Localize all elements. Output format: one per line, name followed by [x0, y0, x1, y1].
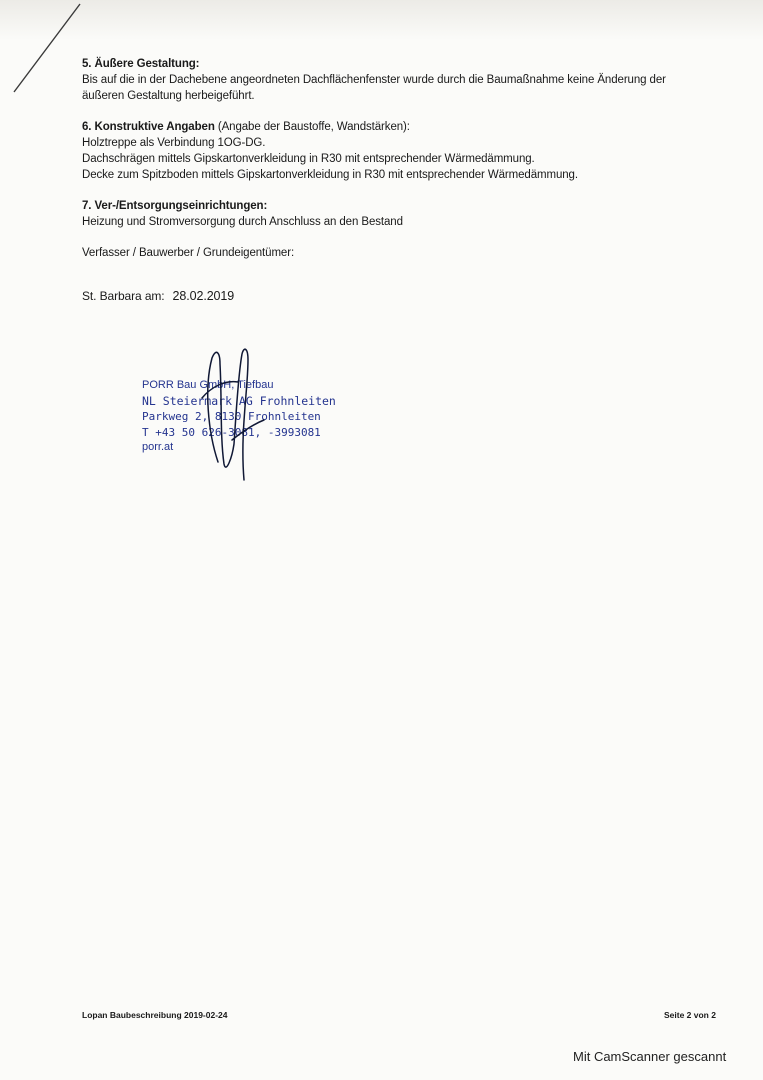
footer-document-name: Lopan Baubeschreibung 2019-02-24: [82, 1010, 228, 1020]
stamp-address: Parkweg 2, 8130 Frohnleiten: [142, 410, 321, 423]
section-text-line: Bis auf die in der Dachebene angeordneten Dachflächenfenster wurde durch die Baumaßnahme keine Änderung der: [82, 74, 666, 86]
camscanner-watermark: Mit CamScanner gescannt: [573, 1049, 727, 1064]
section-exterior-design: [82, 56, 702, 104]
stamp-phone: T +43 50 626-3081, -3993081: [142, 425, 321, 439]
section-text-line: Dachschrägen mittels Gipskartonverkleidung in R30 mit entsprechender Wärmedämmung.: [82, 153, 535, 165]
section-heading: 7. Ver-/Entsorgungseinrichtungen:: [82, 200, 268, 212]
section-heading-suffix: (Angabe der Baustoffe, Wandstärken):: [214, 121, 410, 133]
author-label: Verfasser / Bauwerber / Grundeigentümer:: [82, 247, 295, 259]
scan-corner-line: [0, 0, 90, 100]
section-text-line: äußeren Gestaltung herbeigeführt.: [82, 90, 255, 102]
stamp-branch: NL Steiermark AG Frohnleiten: [142, 393, 336, 408]
section-text-line: Heizung und Stromversorgung durch Anschluss an den Bestand: [82, 216, 403, 228]
section-construction-details: [82, 119, 702, 183]
place-date-value: 28.02.2019: [172, 289, 235, 303]
stamp-web: porr.at: [142, 441, 174, 453]
place-date-line: [82, 288, 702, 304]
stamp-company: PORR Bau GmbH, Tiefbau: [142, 379, 274, 391]
document-body: [82, 56, 702, 304]
footer-page-number: Seite 2 von 2: [664, 1010, 716, 1020]
handwritten-signature: [190, 340, 300, 490]
scan-edge-shadow: [0, 0, 763, 40]
section-heading-row: [82, 119, 702, 135]
section-heading: 6. Konstruktive Angaben: [82, 121, 215, 133]
place-date-label: St. Barbara am:: [82, 289, 165, 303]
section-utilities: [82, 198, 702, 230]
section-text-line: Decke zum Spitzboden mittels Gipskartonverkleidung in R30 mit entsprechender Wärmedämmung.: [82, 169, 578, 181]
section-heading: 5. Äußere Gestaltung:: [82, 58, 200, 70]
section-text-line: Holztreppe als Verbindung 1OG-DG.: [82, 137, 266, 149]
